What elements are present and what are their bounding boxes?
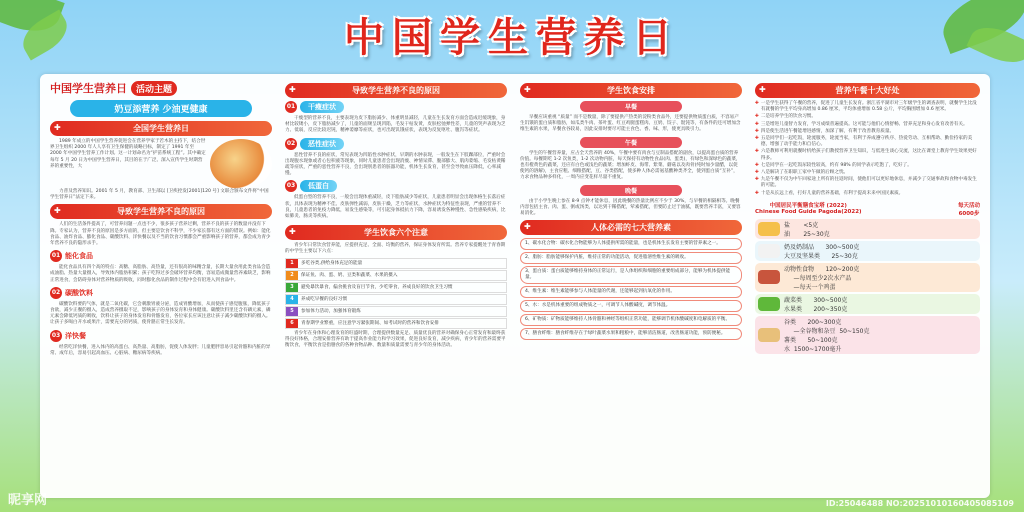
dinner-label: 晚餐	[580, 185, 682, 196]
tip-text: 养成吃早餐的良好习惯	[301, 297, 347, 303]
sub-text: 低蛋白型的营养不良，一般会出现体重减轻，皮下脂肪减少等症状，儿童患者明显会出现体格生长落后症状，具体表现为精神不佳、皮肤弹性减弱，皮肤干燥，乏力等症状，水肿症状为特征性表现，严重的营养不良，儿童患者的免疫力降低，易发生感染等，可引起身体抵抗力下降，容易诱发各种慢性、急性感染疾病，比如肺炎、肠炎等疾病。	[285, 195, 506, 220]
benefits-list	[755, 101, 980, 197]
breakfast-label: 早餐	[580, 101, 682, 112]
pagoda-text: 蔬菜类 300~500克 水果类 200~350克	[784, 296, 848, 313]
nutrient-item: 4、维生素：维生素能够参与人体能量的代谢，还能够起到抗氧化的作用。	[520, 286, 742, 298]
pagoda-text: 盐 <5克 油 25~30克	[784, 221, 830, 238]
section-bar: ✚ 导致学生营养不良的原因	[285, 83, 507, 98]
nutrients-list	[520, 238, 742, 340]
tip-item	[285, 318, 507, 329]
section-bar: ✚ 营养午餐十大好处	[755, 83, 980, 98]
column-meals	[520, 80, 742, 492]
tip-number: 1	[286, 259, 298, 268]
tip-item	[285, 306, 507, 317]
subsection-header: 03 低蛋白	[285, 180, 507, 192]
subsection-header: 02 恶性症状	[285, 138, 507, 150]
section-bar: ✚ 人体必需的七大营养素	[520, 220, 742, 235]
column-causes	[285, 80, 507, 492]
tip-item	[285, 270, 507, 281]
activity-note: 每天活动 6000步	[957, 202, 980, 217]
sub-text: 能化食品具有四个高的特点：高糖、高脂肪、高热量，还有很高的味精含量，长期大量食用此类食品会造成油脂、热量大量摄入，导致体内脂肪积累；孩子吃得过多会破坏营养均衡，容易造成微量营养素缺乏，影响正常进食，会防碍身体对营养物质的吸收，同时膨化食品的制作过程中会有铅进入到食品中。	[50, 265, 271, 283]
section-bar: ✚ 学生饮食安排	[520, 83, 742, 98]
cross-icon: ✚	[755, 177, 759, 183]
column-lunch-benefits	[755, 80, 980, 492]
section-bar: ✚ 全国学生营养日	[50, 121, 272, 136]
food-plate-image	[210, 139, 272, 189]
tip-text: 避免暴饮暴食，偏食挑食及盲目节食，少吃零食，养成良好的饮食卫生习惯	[301, 285, 453, 291]
benefit-text: 四是使生活进午餐能增进感情，加深了解，有利于改善教育质量。	[760, 128, 895, 134]
column-activity	[50, 80, 272, 492]
subsection-header: 03 洋快餐	[51, 331, 86, 340]
pagoda-title: 中国居民平衡膳食宝塔 (2022) Chinese Food Guide Pagoda(2022)	[755, 202, 862, 215]
food-pagoda	[755, 219, 980, 354]
tip-text: 参加体力活动，加强体育锻炼	[301, 309, 361, 315]
sub-text: 干瘦型的营养不良，主要表现为皮下脂肪减少、体重明显减轻，儿童在生长发育方面会造成迟缓现象，身材比较矮小，皮下脂肪减少了，儿童的面颊呈现凹陷，毛发干枯发黄，皮肤松弛弹性差，儿童的哭声表现为乏力、低弱，反应比较迟钝，精神萎靡等症状，也可出现饥饿症状，表现为反复呕吐、腹泻等症状。	[285, 116, 506, 134]
content-board	[40, 74, 990, 498]
section-bar: ✚ 导致学生营养不良的原因	[50, 204, 272, 219]
pagoda-text: 动物性食物 120~200克 —每周至少2次水产品 —每天一个鸡蛋	[784, 265, 860, 291]
food-image	[758, 270, 780, 284]
benefit-text: 二是培养学生的饮食习惯。	[760, 114, 816, 120]
cross-icon: ✚	[755, 114, 759, 120]
tip-number: 3	[286, 283, 298, 292]
intro-text: 力普及营养知识。2001 年 5 月，教育部、卫生部以 [卫疾控发[2001]120 号] 文联合颁布文件将“中国学生营养日”法定下来。	[50, 189, 269, 201]
pagoda-text: 谷类 200~300克 —全谷物和杂豆 50~150克 薯类 50~100克 水 1500~1700毫升	[784, 318, 870, 353]
benefit-text: 八是解决了在职职工家中午做的后顾之忧。	[760, 170, 849, 176]
subsection-header: 01 能化食品	[51, 252, 93, 261]
cause-intro: 人们的生活条件提高了，可营养问题一点也不少，很多孩子营养过剩，营养不良的孩子的数量并没有下降。专家认为，营养不良的原因是多方面的，但主要是饮食不科学，不少家长都有这方面的错误。例如：能化食品、油炸食品、膨化食品、碳酸饮料、洋快餐以及不当的饮食习惯都会严重影响孩子的营养，都会成为青少年营养不良的隐形杀手。	[50, 222, 271, 247]
benefit-text: 六是教师可利用就餐时机给孩子们教授营养卫生知识，与低进生谈心交流，这比在课堂上教育学生效果更好得多。	[760, 149, 977, 161]
benefit-text: 五是同学们一起吃饭，轮流服务，轮流当家，有利于养成遵守秩序、热爱劳动、互相帮助、勤俭持家的美德，增强了动手能力和自信心。	[760, 136, 973, 148]
benefit-item	[755, 101, 980, 113]
benefit-item	[755, 129, 980, 135]
cross-icon: ✚	[755, 101, 759, 106]
tip-item	[285, 294, 507, 305]
tip-number: 5	[286, 307, 298, 316]
tip-text: 多吃谷类,供给身体充足的能量	[301, 261, 363, 267]
tip-item	[285, 282, 507, 293]
food-image	[758, 222, 780, 236]
tip-text: 青春期学业繁重，应注意学习紧张期间、如考试时的营养和饮食安排	[301, 321, 439, 327]
intro-text: 1989 年成立的中国学生营养促进会在营养学家于若木的主持下，结合世界卫生组织 2000 年人人享有卫生保健的战略目标，制定了 1991 年至 2000 年中国学生营养工作计划。这一计划命名为“护苗系统工程”。其中确定每年 5 月 20 日为中国学生营养日，其目的在于广泛、深入宣传学生时期营养的重要性，大	[50, 139, 206, 169]
sub-text: 恶性营养不良的症状，常见表现为凹陷性水肿症状，早期的水肿表现，一般发生在下肢踝部位，严重时会出现腹水现象或者心包积液等现象，同时儿童患者会出现消瘦、神情呆滞、腹部膨大、肌肉萎缩、毛发枯黄稀疏等症状，严重的恶性营养不良，会出现别患者的脏器功能，机体生长发育，甚至会导致血压降低，心率减慢。	[285, 152, 506, 177]
cross-icon: ✚	[755, 121, 759, 127]
food-image	[758, 328, 780, 342]
tip-number: 2	[286, 271, 298, 280]
activity-badge: 活动主题	[131, 81, 177, 96]
pagoda-level	[755, 241, 980, 261]
slogan: 奶豆添营养 少油更健康	[70, 100, 252, 117]
tip-number: 6	[286, 319, 298, 328]
pagoda-text: 奶及奶制品 300~500克 大豆及坚果类 25~30克	[784, 243, 860, 260]
cross-icon: ✚	[755, 136, 759, 142]
page-title: 中国学生营养日	[344, 15, 680, 61]
breakfast-text: 早餐应该重视 “质量” 而不是数量，除了要提供产热类的淀粉类食品外，还要提供物质蛋白质，不容易产生饥饿的蛋白质和脂肪，如瓜类牛肉、茶叶蛋、红豆鸡腿蛋糕肉、豆奶、饺子、馄饨等，有条件的还可增加含维生素的水果，早餐食谷较易，因此安排时要尽可能主食色、香、味、形，使更具吸引力。	[520, 115, 741, 133]
cross-icon: ✚	[755, 128, 759, 134]
benefit-text: 三是增进儿童智力发育，学习成绩普遍提高。这可能与他们心情舒畅、营养充足和身心发育改善有关。	[760, 121, 968, 127]
lunch-text: 学生的午餐营养量，应占全天营养的 40%，午餐中要有肉食与豆制品搭配的副食，以提高蛋白质的营养价值。每餐期吃 1-2 次鱼类，1-2 次动物内脏，每天保持有动物性食品(肉、蛋类)，有绿色和深绿色的蔬菜，也有橙黄色的蔬菜，还应有白色或浅色的蔬菜；增加虾皮、海带、紫菜、蘑菇以及肉骨(纯时加少量醋，以促使钙的溶解)，主食应粗、细粮搭配，豆、谷类搭配，使多种人体必需氨基酸种类齐全，使到蛋白质“互补”，力求食物品种多样化，一周内应变花样尽量不重复。	[520, 150, 741, 181]
sub-text: 经常吃洋快餐，进入体内的高蛋白、高热量、高脂肪，促使人体发胖；儿童肥胖容易引起骨骼和内脏的异常、成年后，容易引起高血压、心脏病、糖尿病等疾病。	[50, 344, 271, 356]
cross-icon: ✚	[755, 162, 759, 168]
benefit-text: 七是同学在一起吃饭尿较性较高，约有 98% 的同学表示吃饱了，吃好了。	[760, 162, 912, 168]
cross-icon: ✚	[755, 190, 759, 196]
benefit-item	[755, 170, 980, 176]
benefit-text: 十是从长远上看，打好儿童的营养基础，有利于提高未来中国民素质。	[760, 190, 904, 196]
tips-list	[285, 258, 507, 329]
pagoda-level	[755, 294, 980, 314]
activity-heading: 中国学生营养日	[50, 82, 127, 95]
pagoda-level	[755, 219, 980, 239]
tip-item	[285, 258, 507, 269]
section-bar: ✚ 学生饮食六个注意	[285, 225, 507, 240]
tips-intro: 青少年日常饮食营养能，应提供充足、全面、均衡的营养，保证身体发育所需。营养专家提醒处于青春期的中学生主要以下六点：	[285, 243, 506, 255]
benefit-text: 一是学生获得了午餐的营养，促进了儿童生长发育。浙江省平湖市对三年级学生的调查表明，就餐学生比没有就餐的学生平均身高增加 0.86 厘米，平均体重增加 0.58 公斤，平均胸围增加 0.6 厘米。	[760, 101, 977, 113]
subsection-header: 01 干瘦症状	[285, 101, 507, 113]
cross-icon: ✚	[755, 170, 759, 176]
watermark-id: ID:25046488 NO:20251010160405085109	[825, 499, 1014, 508]
tip-text: 保证鱼、肉、蛋、奶、豆类和蔬菜、水果的摄入	[301, 273, 398, 279]
dinner-text: 由于小学生晚上参在 8-9 点钟才能休息，因此晚餐的热量比例应不少于 30%，与早餐的相隔相等。晚餐内容包括主食、肉、蛋、粥或汤类，以达到干稀搭配，荤素搭配，但要防止过于油腻，既要营养丰富，又要容易消化。	[520, 198, 741, 217]
subsection-header: 02 碳酸饮料	[51, 288, 93, 297]
nutrient-item: 7、膳食纤维：膳食纤维存在于绿叶蔬菜水果和粗粮中，能够清洁肠道，改善肠道功能，预防便秘。	[520, 328, 742, 340]
sub-text: 碳酸饮料要的气体，就是二氧化碳，它会刺激胃液分泌，造成胃酸增加，从而使孩子感觉腹胀，降低孩子食欲，减少正餐的摄入，造成营养摄取不足，影响孩子的身体发育和身体健康。碳酸饮料里还含有磷元素，磷元素会降低钙质的吸收，饮料让孩子的身体发育和骨骼发育，各位家长应该注意让孩子减少碳酸饮料的摄入。让孩子多喝白开水或果汁，需要充分的钙质，使骨骼正常生长发育。	[50, 301, 271, 326]
nutrient-item: 3、蛋白质：蛋白质能够维持身体的正常运行，是人体组织和细胞的重要组成部分，能够为机体提供能量。	[520, 266, 742, 284]
lunch-label: 午餐	[580, 137, 682, 148]
tips-end: 青少年在身体和心理发育的旺盛时期，合理提供数量充足、质量优良的营养对确保身心正常发育和最终获得良好体格，合理安排营养有助于提高作业能力和学习效果，促进良好发育，减少疾病，青少年的营养需要平衡饮食，平衡饮食是指膳食的各种食物品种、数量和质量需要与青少年的身体活动。	[285, 330, 506, 349]
pagoda-level	[755, 316, 980, 354]
nutrient-item: 6、矿物质：矿物质能够维持人体骨骼和神经等组织正常功能，能够调节机体酸碱度和电解质的平衡。	[520, 314, 742, 326]
food-image	[758, 297, 780, 311]
benefit-item	[755, 163, 980, 169]
nutrient-item: 1、碳水化合物：碳水化合物能够为人体提供所需的能量，也是机体生长发育主要的营养素之一。	[520, 238, 742, 250]
benefit-item	[755, 149, 980, 161]
pagoda-level	[755, 263, 980, 292]
nutrient-item: 5、水：水是机体重要的组成物质之一，可调节人体酸碱度，调节体温。	[520, 300, 742, 312]
benefit-item	[755, 114, 980, 120]
food-image	[758, 244, 780, 258]
benefit-text: 九是午餐不仅为中午回家途上所有的往返时间，使他们可以更好地休息，并减少了交通事故和食物中毒发生的可能。	[760, 177, 977, 189]
tip-number: 4	[286, 295, 298, 304]
watermark-logo: 昵享网	[8, 493, 48, 508]
benefit-item	[755, 191, 980, 197]
benefit-item	[755, 177, 980, 189]
benefit-item	[755, 122, 980, 128]
cross-icon: ✚	[755, 149, 759, 155]
benefit-item	[755, 136, 980, 148]
nutrient-item: 2、脂肪：脂肪能够保护内脏，维持正常的功能活动，促进脂溶性维生素的吸收。	[520, 252, 742, 264]
